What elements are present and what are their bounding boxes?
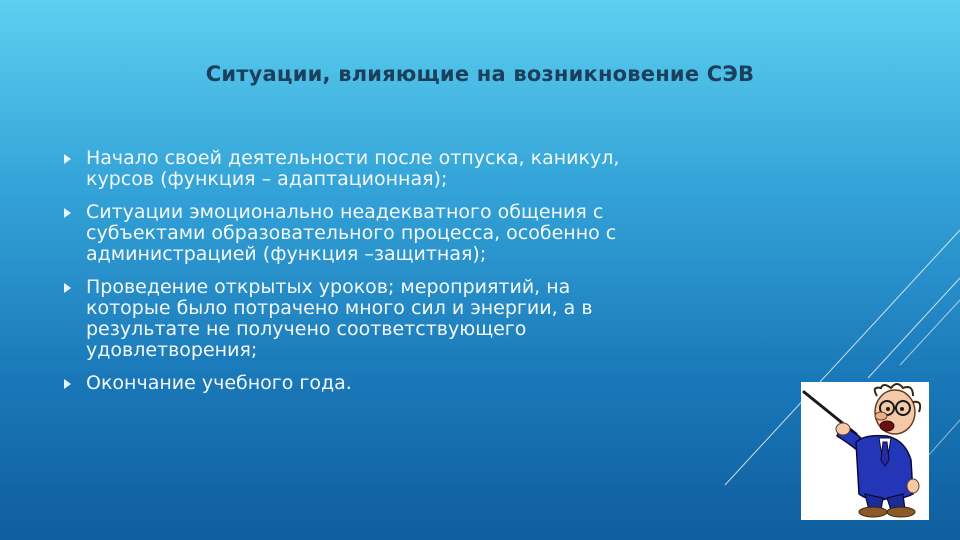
bullet-text-2: Ситуации эмоционально неадекватного общения с субъектами образовательного процесса, особенно с администрацией (функция –защитная);: [86, 201, 617, 265]
bullet-text-3: Проведение открытых уроков; мероприятий, на которые было потрачено много сил и энергии, а в результате не получено соответствующего удовлетворения;: [86, 276, 593, 361]
bullet-item-1: [62, 148, 642, 190]
bullet-arrow-icon: [64, 208, 71, 218]
bullet-arrow-icon: [64, 154, 71, 164]
bullet-item-2: [62, 202, 642, 265]
bullet-arrow-icon: [64, 379, 71, 389]
bullet-item-3: [62, 277, 642, 361]
bullet-text-1: Начало своей деятельности после отпуска, каникул, курсов (функция – адаптационная);: [86, 147, 620, 190]
bullet-text-4: Окончание учебного года.: [86, 372, 352, 394]
bullet-arrow-icon: [64, 283, 71, 293]
teacher-with-pointer-icon: [801, 382, 929, 520]
bullet-list: [62, 148, 642, 406]
bullet-item-4: [62, 373, 642, 394]
slide-title: Ситуации, влияющие на возникновение СЭВ: [205, 62, 755, 86]
